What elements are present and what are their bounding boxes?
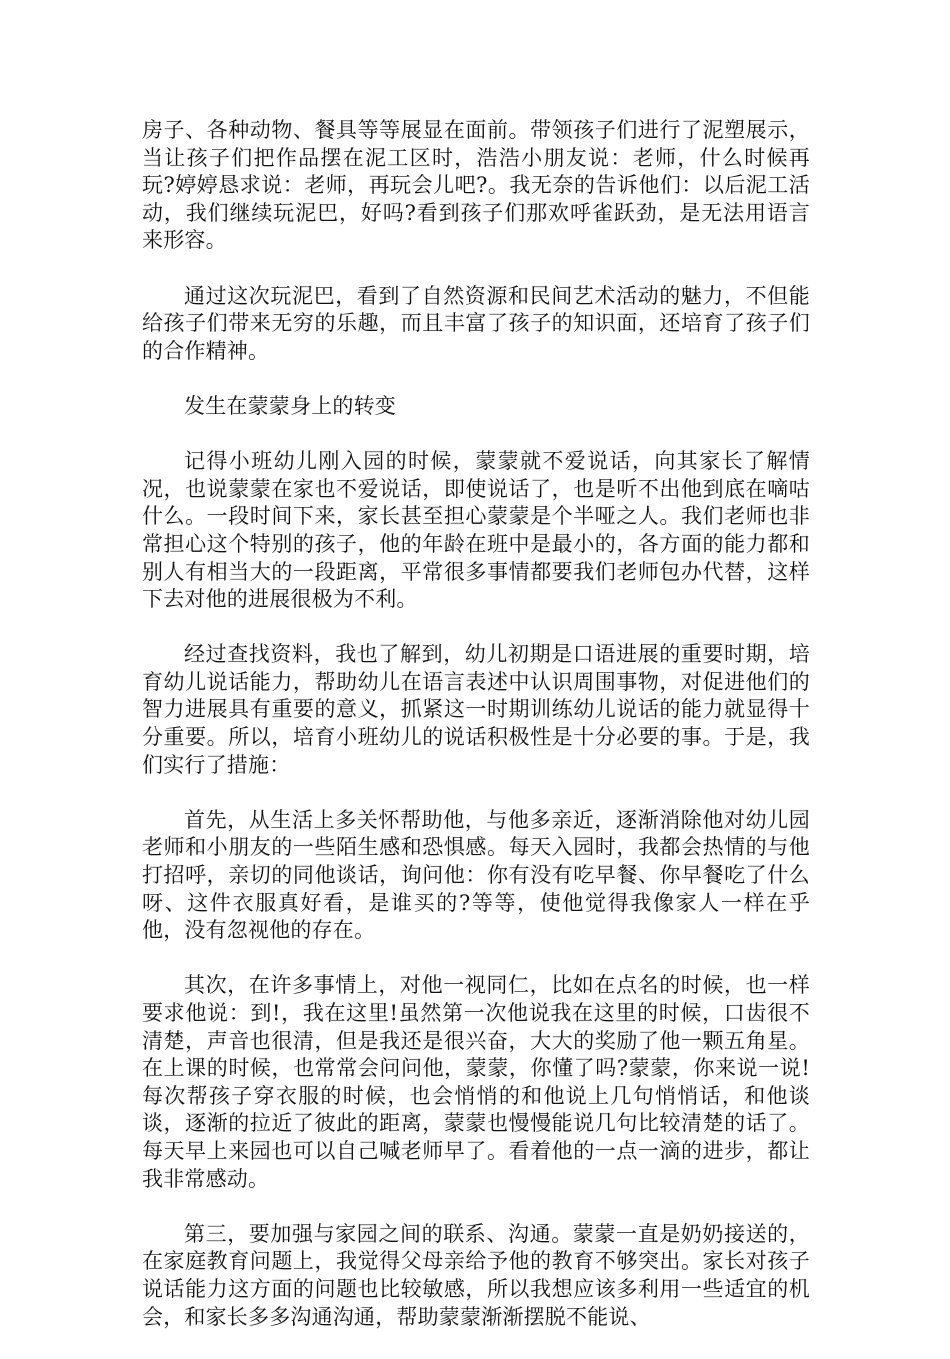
paragraph-6: 首先，从生活上多关怀帮助他，与他多亲近，逐渐消除他对幼儿园老师和小朋友的一些陌生感和恐惧感。每天入园时，我都会热情的与他打招呼，亲切的同他谈话，询问他：你有没有吃早餐、你早餐吃了什么呀、这件衣服真好看，是谁买的?等等，使他觉得我像家人一样在乎他，没有忽视他的存在。 xyxy=(142,807,810,943)
paragraph-1: 房子、各种动物、餐具等等展显在面前。带领孩子们进行了泥塑展示，当让孩子们把作品摆在泥工区时，浩浩小朋友说：老师，什么时候再玩?婷婷恳求说：老师，再玩会儿吧?。我无奈的告诉他们：以后泥工活动，我们继续玩泥巴，好吗?看到孩子们那欢呼雀跃劲，是无法用语言来形容。 xyxy=(142,118,810,253)
document-body xyxy=(142,117,810,1359)
paragraph-5: 经过查找资料，我也了解到，幼儿初期是口语进展的重要时期，培育幼儿说话能力，帮助幼儿在语言表述中认识周围事物，对促进他们的智力进展具有重要的意义，抓紧这一时期训练幼儿说话的能力就显得十分重要。所以，培育小班幼儿的说话积极性是十分必要的事。于是，我们实行了措施： xyxy=(142,642,810,777)
paragraph-8: 第三，要加强与家园之间的联系、沟通。蒙蒙一直是奶奶接送的，在家庭教育问题上，我觉得父母亲给予他的教育不够突出。家长对孩子说话能力这方面的问题也比较敏感，所以我想应该多利用一些适宜的机会，和家长多多沟通沟通，帮助蒙蒙渐渐摆脱不能说、 xyxy=(142,1221,810,1329)
paragraph-7: 其次，在许多事情上，对他一视同仁，比如在点名的时候，也一样要求他说：到!，我在这里!虽然第一次他说我在这里的时候，口齿很不清楚，声音也很清，但是我还是很兴奋，大大的奖励了他一颗五角星。在上课的时候，也常常会问问他，蒙蒙，你懂了吗?蒙蒙，你来说一说! 每次帮孩子穿衣服的时候，也会悄悄的和他说上几句悄悄话，和他谈谈，逐渐的拉近了彼此的距离，蒙蒙也慢慢能说几句比较清楚的话了。每天早上来园也可以自己喊老师早了。看着他的一点一滴的进步，都让我非常感动。 xyxy=(142,973,810,1191)
paragraph-2: 通过这次玩泥巴，看到了自然资源和民间艺术活动的魅力，不但能给孩子们带来无穷的乐趣，而且丰富了孩子的知识面，还培育了孩子们的合作精神。 xyxy=(142,283,810,363)
paragraph-4: 记得小班幼儿刚入园的时候，蒙蒙就不爱说话，向其家长了解情况，也说蒙蒙在家也不爱说话，即使说话了，也是听不出他到底在嘀咕什么。一段时间下来，家长甚至担心蒙蒙是个半哑之人。我们老师也非常担心这个特别的孩子，他的年龄在班中是最小的，各方面的能力都和别人有相当大的一段距离，平常很多事情都要我们老师包办代替，这样下去对他的进展很极为不利。 xyxy=(142,449,810,612)
section-heading: 发生在蒙蒙身上的转变 xyxy=(184,393,396,418)
